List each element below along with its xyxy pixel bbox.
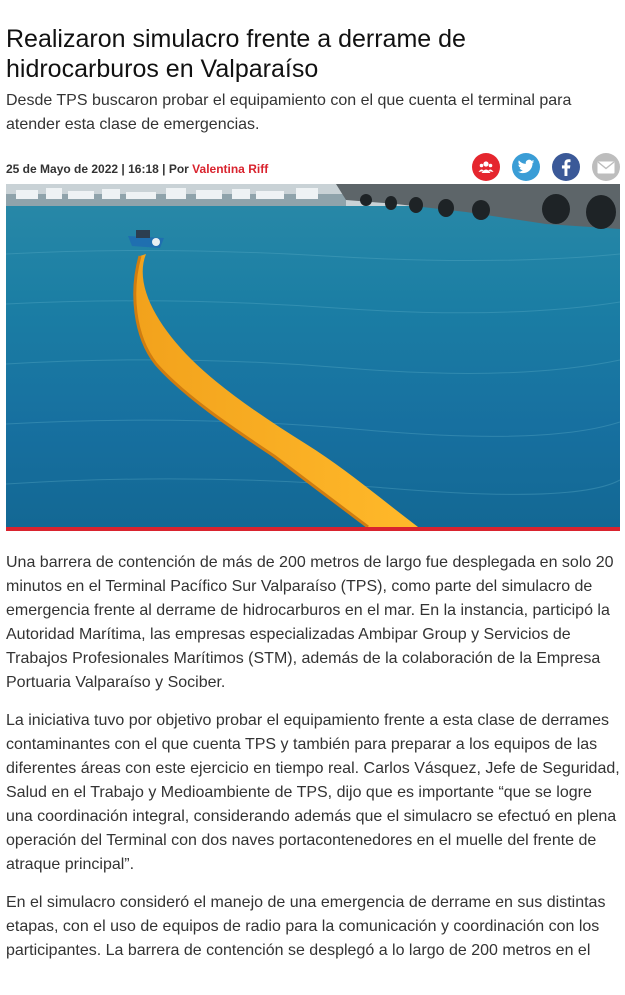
author-link[interactable]: Valentina Riff <box>192 162 269 176</box>
article-subtitle: Desde TPS buscaron probar el equipamiento con el que cuenta el terminal para atender esta clase de emergencias. <box>6 92 572 133</box>
share-bar <box>472 153 620 183</box>
community-share-button[interactable] <box>472 153 500 181</box>
twitter-icon <box>517 159 535 175</box>
meta-separator: | <box>118 162 129 176</box>
article-photo <box>6 184 620 531</box>
article-meta <box>6 161 268 177</box>
article-body <box>6 551 620 977</box>
article-date: 25 de Mayo de 2022 <box>6 162 119 176</box>
email-icon <box>597 161 615 174</box>
article-title: Realizaron simulacro frente a derrame de hidrocarburos en Valparaíso <box>6 25 466 83</box>
community-icon <box>478 159 494 175</box>
article-time: 16:18 <box>128 162 159 176</box>
paragraph-3: En el simulacro consideró el manejo de una emergencia de derrame en sus distintas etapas, con el uso de equipos de radio para la comunicación y coordinación con los participantes. La barrera de contención se desplegó a lo largo de 200 metros en el <box>6 894 606 959</box>
email-share-button[interactable] <box>592 153 620 181</box>
twitter-share-button[interactable] <box>512 153 540 181</box>
meta-separator-by: | Por <box>158 162 193 176</box>
facebook-share-button[interactable] <box>552 153 580 181</box>
containment-boom-photo <box>6 184 620 527</box>
paragraph-1: Una barrera de contención de más de 200 metros de largo fue desplegada en solo 20 minutos en el Terminal Pacífico Sur Valparaíso (TPS), como parte del simulacro de emergencia frente al derrame de hidrocarburos en el mar. En la instancia, participó la Autoridad Marítima, las empresas especializadas Ambipar Group y Servicios de Trabajos Profesionales Marítimos (STM), además de la colaboración de la Empresa Portuaria Valparaíso y Sociber. <box>6 554 614 691</box>
facebook-icon <box>561 159 571 176</box>
paragraph-2: La iniciativa tuvo por objetivo probar el equipamiento frente a esta clase de derrames contaminantes con el que cuenta TPS y también para preparar a los equipos de las diferentes áreas con este ejercicio en tiempo real. Carlos Vásquez, Jefe de Seguridad, Salud en el Trabajo y Medioambiente de TPS, dijo que es importante “que se logre una coordinación integral, considerando además que el simulacro se efectuó en plena operación del Terminal con dos naves portacontenedores en el muelle del frente de atraque principal”. <box>6 712 620 873</box>
